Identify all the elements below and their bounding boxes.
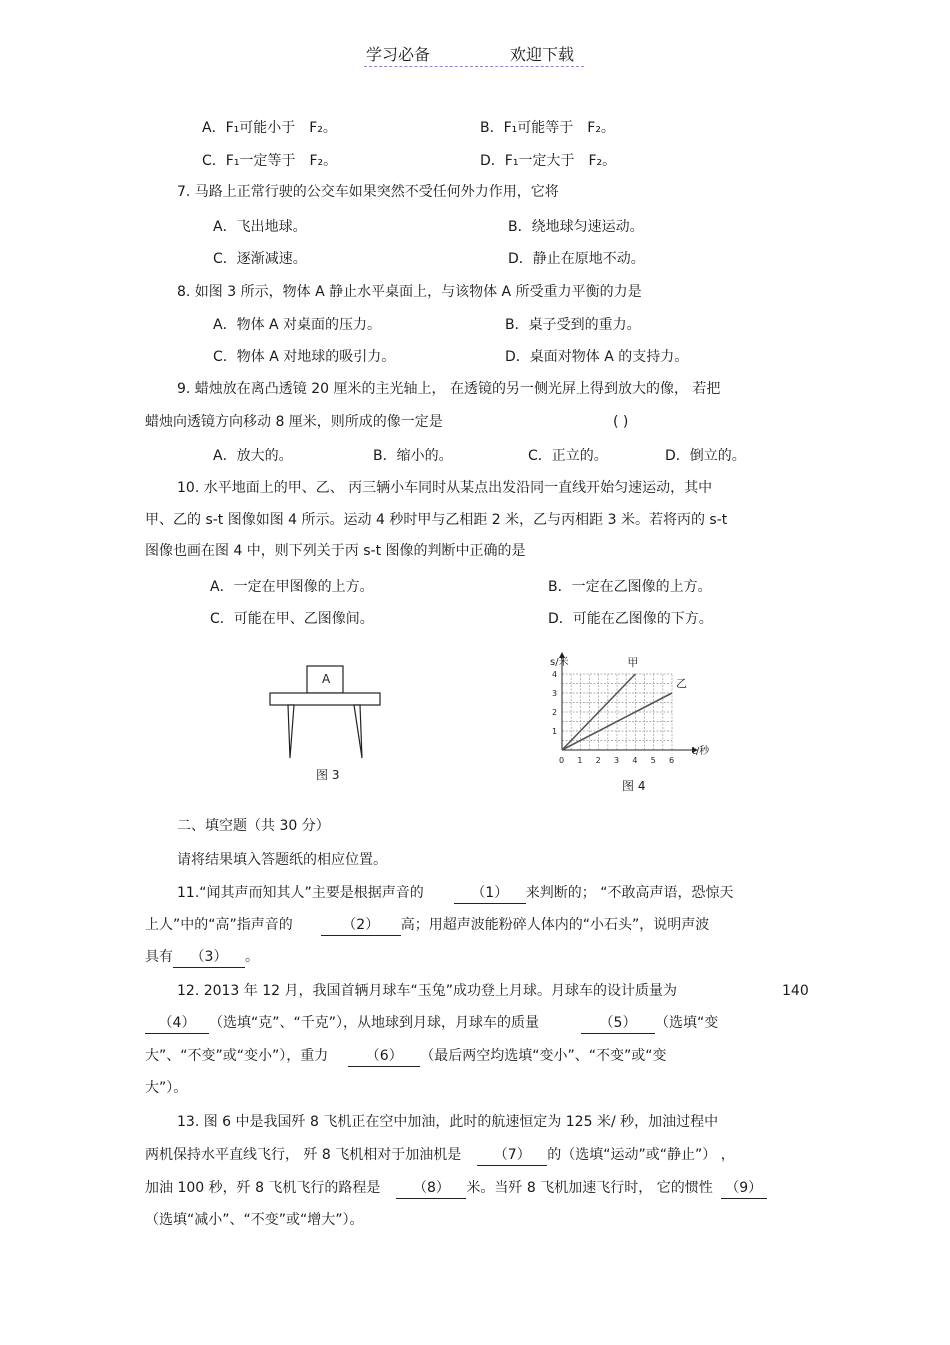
q13-text-2: 两机保持水平直线飞行， 歼 8 飞机相对于加油机是 [145,1147,462,1163]
blank-9[interactable]: （9） [721,1178,767,1199]
q7-option-b: B．绕地球匀速运动。 [508,219,644,235]
section-2-title: 二、填空题（共 30 分） [177,818,330,834]
q13-text-3: 的（选填“运动”或“静止”） ， [547,1147,735,1163]
q6-option-a: A．F₁可能小于 F₂。 [202,120,337,136]
q12-line1: 12. 2013 年 12 月，我国首辆月球车“玉兔”成功登上月球。月球车的设计质量为 [177,983,678,999]
q10-line2: 甲、乙的 s-t 图像如图 4 所示。运动 4 秒时甲与乙相距 2 米，乙与丙相距 3 米。若将丙的 s-t [145,512,728,528]
page-header [364,40,584,67]
q11-line2 [145,915,709,936]
x-tick-label: 4 [632,756,638,765]
blank-4[interactable]: （4） [145,1013,209,1034]
q6-option-d: D．F₁一定大于 F₂。 [480,153,617,169]
x-tick-label: 1 [577,756,583,765]
q10-option-c: C．可能在甲、乙图像间。 [210,611,374,627]
q13-text-5: 米。当歼 8 飞机加速飞行时， 它的惯性 [466,1180,713,1196]
x-tick-label: 0 [559,756,565,765]
y-tick-label: 1 [552,727,558,736]
q12-text-5: （最后两空均选填“变小”、“不变”或“变 [420,1048,667,1064]
q11-line1 [177,883,733,904]
q8-option-b: B．桌子受到的重力。 [505,317,641,333]
figure-4-caption: 图 4 [622,779,646,793]
blank-5[interactable]: （5） [581,1013,655,1034]
series-label-jia: 甲 [627,656,639,669]
q10-line1: 10. 水平地面上的甲、乙、 丙三辆小车同时从某点出发沿同一直线开始匀速运动，其中 [177,480,713,496]
q10-option-a: A．一定在甲图像的上方。 [210,579,374,595]
q7-option-d: D．静止在原地不动。 [508,251,645,267]
q8-stem: 8. 如图 3 所示，物体 A 静止水平桌面上，与该物体 A 所受重力平衡的力是 [177,284,642,300]
x-tick-label: 6 [669,756,675,765]
q13-line1: 13. 图 6 中是我国歼 8 飞机正在空中加油，此时的航速恒定为 125 米/ 秒，加油过程中 [177,1114,719,1130]
q8-option-d: D．桌面对物体 A 的支持力。 [505,349,689,365]
section-2-note: 请将结果填入答题纸的相应位置。 [177,852,387,868]
q9-option-b: B．缩小的。 [373,448,453,464]
q6-option-b: B．F₁可能等于 F₂。 [480,120,615,136]
figure-4-st-chart [540,646,730,770]
block-a-label: A [322,672,331,686]
q8-option-a: A．物体 A 对桌面的压力。 [213,317,382,333]
q12-text-4: 大”、“不变”或“变小”），重力 [145,1048,329,1064]
q9-answer-paren: ( ) [613,414,629,430]
y-tick-label: 4 [552,670,558,679]
q12-line4: 大”）。 [145,1080,188,1096]
q12-line2 [145,1013,718,1034]
q9-line2: 蜡烛向透镜方向移动 8 厘米，则所成的像一定是 [145,414,443,430]
q11-text-1: 11.“闻其声而知其人”主要是根据声音的 [177,885,424,901]
header-left: 学习必备 [366,45,431,64]
q9-line1: 9. 蜡烛放在离凸透镜 20 厘米的主光轴上， 在透镜的另一侧光屏上得到放大的像， 若把 [177,381,721,397]
table-top [270,693,380,705]
q7-stem: 7. 马路上正常行驶的公交车如果突然不受任何外力作用，它将 [177,184,559,200]
blank-2[interactable]: （2） [321,915,401,936]
q10-option-b: B．一定在乙图像的上方。 [548,579,712,595]
q11-line3 [145,947,259,968]
q10-option-d: D．可能在乙图像的下方。 [548,611,713,627]
figure-3-table [264,662,388,762]
blank-1[interactable]: （1） [454,883,526,904]
blank-7[interactable]: （7） [477,1145,547,1166]
q13-line3 [145,1178,767,1199]
x-tick-label: 2 [595,756,601,765]
figure-3-caption: 图 3 [316,768,340,782]
x-tick-label: 3 [614,756,620,765]
q12-text-3: （选填“变 [655,1015,719,1031]
q11-text-3: 上人”中的“高”指声音的 [145,917,293,933]
q12-number: 140 [782,983,809,999]
header-right: 欢迎下载 [510,45,575,64]
q11-text-5: 具有 [145,949,173,965]
q11-text-4: 高；用超声波能粉碎人体内的“小石头”，说明声波 [400,917,710,933]
y-tick-label: 3 [552,689,558,698]
blank-6[interactable]: （6） [348,1046,420,1067]
q9-option-d: D．倒立的。 [665,448,746,464]
q13-line4: （选填“减小”、“不变”或“增大”）。 [145,1212,364,1228]
q9-option-a: A．放大的。 [213,448,293,464]
q12-line3 [145,1046,667,1067]
q9-option-c: C．正立的。 [528,448,608,464]
y-axis-label: s/米 [550,657,569,668]
q6-option-c: C．F₁一定等于 F₂。 [202,153,338,169]
q7-option-a: A．飞出地球。 [213,219,307,235]
q12-text-2: （选填“克”、“千克”），从地球到月球，月球车的质量 [209,1015,540,1031]
blank-8[interactable]: （8） [396,1178,466,1199]
table-left-leg [288,705,294,758]
q11-text-6: 。 [245,949,259,965]
blank-3[interactable]: （3） [173,947,245,968]
q13-text-4: 加油 100 秒，歼 8 飞机飞行的路程是 [145,1180,381,1196]
x-tick-label: 5 [650,756,656,765]
q13-line2 [145,1145,735,1166]
q11-text-2: 来判断的； “不敢高声语，恐惊天 [525,885,734,901]
q8-option-c: C．物体 A 对地球的吸引力。 [213,349,396,365]
q7-option-c: C．逐渐减速。 [213,251,307,267]
y-tick-label: 2 [552,708,558,717]
q10-line3: 图像也画在图 4 中，则下列关于丙 s-t 图像的判断中正确的是 [145,543,526,559]
table-right-leg [354,705,362,758]
series-label-yi: 乙 [676,677,687,690]
x-axis-label: t/秒 [692,746,710,757]
